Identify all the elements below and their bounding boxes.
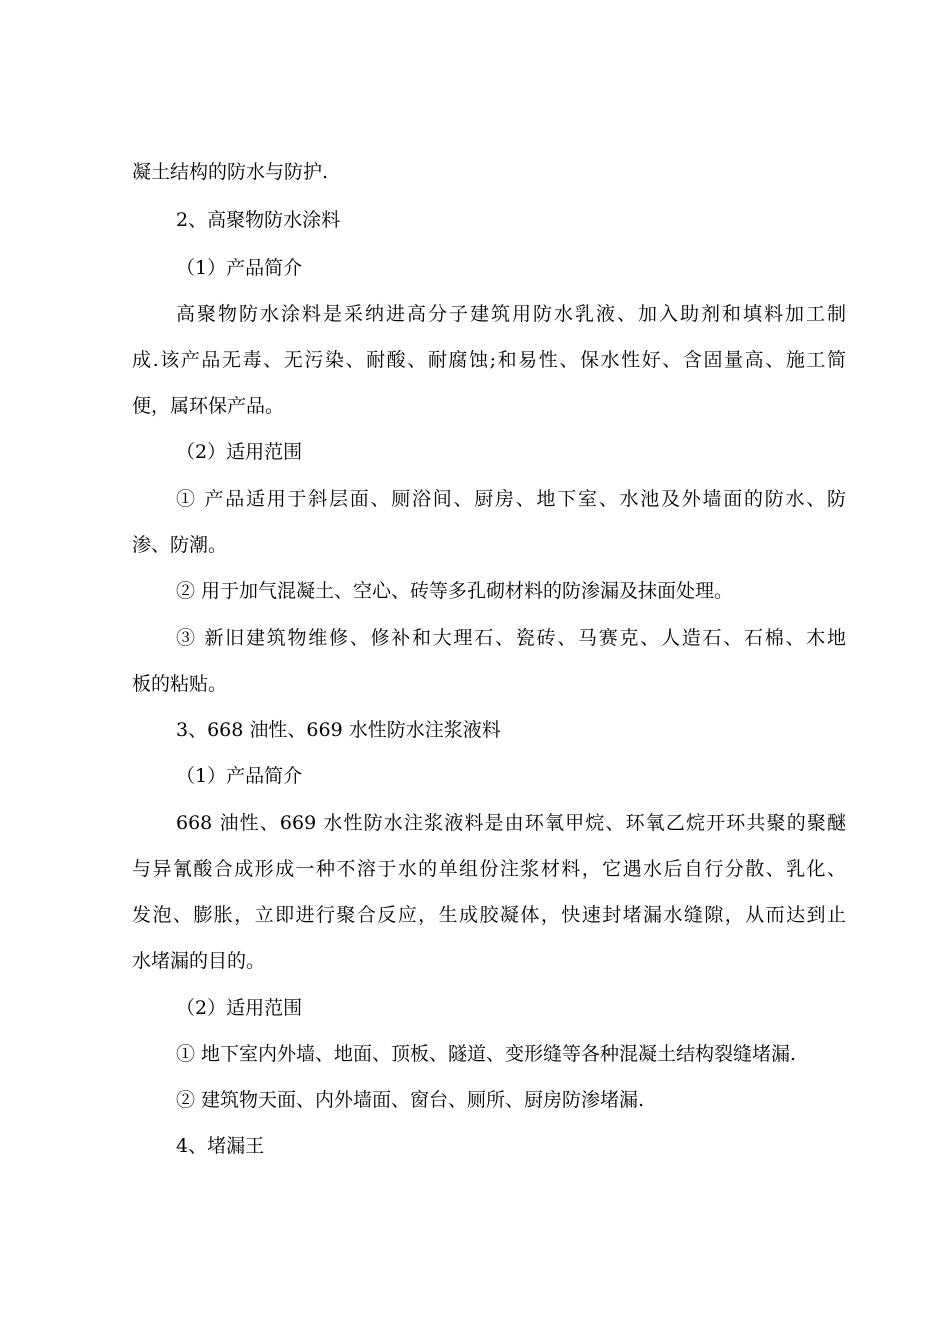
- list-item: ② 用于加气混凝土、空心、砖等多孔砌材料的防渗漏及抹面处理。: [176, 580, 734, 602]
- subsection-heading: （2）适用范围: [176, 441, 303, 463]
- list-item: ① 产品适用于斜层面、厕浴间、厨房、地下室、水池及外墙面的防水、防: [176, 488, 846, 510]
- section-heading: 3、668 油性、669 水性防水注浆液料: [176, 719, 501, 741]
- subsection-heading: （1）产品简介: [176, 765, 303, 787]
- paragraph-line: 成.该产品无毒、无污染、耐酸、耐腐蚀;和易性、保水性好、含固量高、施工简: [132, 349, 846, 371]
- paragraph-line: 水堵漏的目的。: [132, 950, 266, 972]
- subsection-heading: （1）产品简介: [176, 257, 303, 279]
- list-item: ③ 新旧建筑物维修、修补和大理石、瓷砖、马赛克、人造石、石棉、木地: [176, 627, 846, 649]
- list-item: ① 地下室内外墙、地面、顶板、隧道、变形缝等各种混凝土结构裂缝堵漏.: [176, 1043, 797, 1065]
- paragraph-line: 668 油性、669 水性防水注浆液料是由环氧甲烷、环氧乙烷开环共聚的聚醚: [176, 812, 846, 834]
- paragraph-line: 便，属环保产品。: [132, 395, 285, 417]
- section-heading: 4、堵漏王: [176, 1135, 265, 1157]
- paragraph-line: 板的粘贴。: [132, 673, 228, 695]
- paragraph-line: 高聚物防水涂料是采纳进高分子建筑用防水乳液、加入助剂和填料加工制: [176, 303, 846, 325]
- paragraph-line: 渗、防潮。: [132, 534, 228, 556]
- section-heading: 2、高聚物防水涂料: [176, 209, 341, 231]
- list-item: ② 建筑物天面、内外墙面、窗台、厕所、厨房防渗堵漏.: [176, 1089, 645, 1111]
- paragraph-line: 与异氰酸合成形成一种不溶于水的单组份注浆材料，它遇水后自行分散、乳化、: [132, 858, 846, 880]
- subsection-heading: （2）适用范围: [176, 997, 303, 1019]
- paragraph-line: 凝土结构的防水与防护.: [132, 161, 329, 183]
- paragraph-line: 发泡、膨胀，立即进行聚合反应，生成胶凝体，快速封堵漏水缝隙，从而达到止: [132, 904, 846, 926]
